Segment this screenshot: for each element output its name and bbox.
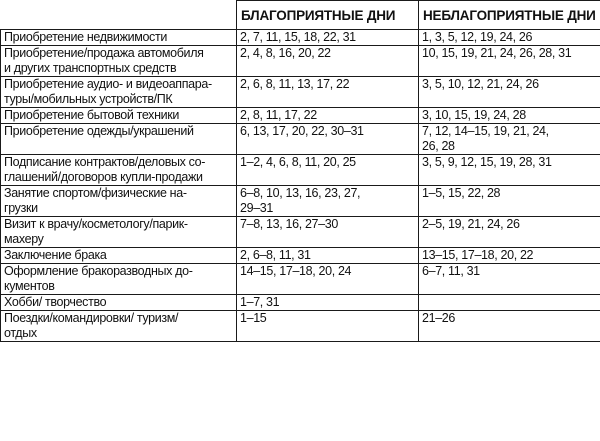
activity-cell [1, 155, 237, 186]
cell-line: 6–7, 11, 31 [422, 264, 480, 278]
cell-line: Приобретение бытовой техники [4, 108, 180, 122]
cell-line: Визит к врачу/косметологу/парик- [4, 217, 188, 231]
table-row [1, 108, 600, 124]
cell-line: Приобретение недвижимости [4, 30, 167, 44]
unfavorable-days-cell [419, 217, 600, 248]
unfavorable-days-cell [419, 108, 600, 124]
cell-line: Приобретение одежды/украшений [4, 124, 194, 138]
cell-line: кументов [4, 279, 55, 293]
cell-line: махеру [4, 232, 44, 246]
cell-line: 10, 15, 19, 21, 24, 26, 28, 31 [422, 46, 572, 60]
cell-line: Хобби/ творчество [4, 295, 107, 309]
cell-line: 13–15, 17–18, 20, 22 [422, 248, 534, 262]
favorable-days-cell [237, 30, 419, 46]
cell-line: Приобретение/продажа автомобиля [4, 46, 204, 60]
unfavorable-days-column-header: НЕБЛАГОПРИЯТНЫЕ ДНИ [419, 1, 600, 30]
favorable-days-column-header: БЛАГОПРИЯТНЫЕ ДНИ [237, 1, 419, 30]
favorable-days-cell [237, 77, 419, 108]
activity-cell [1, 248, 237, 264]
unfavorable-days-cell [419, 186, 600, 217]
cell-line: глашений/договоров купли-продажи [4, 170, 203, 184]
cell-line: 1, 3, 5, 12, 19, 24, 26 [422, 30, 533, 44]
table-row [1, 30, 600, 46]
unfavorable-days-cell [419, 248, 600, 264]
activity-cell [1, 186, 237, 217]
cell-line: 2, 8, 11, 17, 22 [240, 108, 317, 122]
table-row [1, 264, 600, 295]
cell-line: 21–26 [422, 311, 456, 325]
activity-cell [1, 108, 237, 124]
favorable-days-cell [237, 155, 419, 186]
favorable-days-cell [237, 295, 419, 311]
cell-line: 2, 4, 8, 16, 20, 22 [240, 46, 331, 60]
cell-line: 1–15 [240, 311, 267, 325]
cell-line: и других транспортных средств [4, 61, 177, 75]
table-row [1, 217, 600, 248]
cell-line: отдых [4, 326, 37, 340]
cell-line: грузки [4, 201, 38, 215]
activity-cell [1, 217, 237, 248]
unfavorable-days-cell [419, 295, 600, 311]
table-row [1, 311, 600, 342]
cell-line: 7, 12, 14–15, 19, 21, 24, [422, 124, 549, 138]
favorable-days-cell [237, 186, 419, 217]
activity-cell [1, 295, 237, 311]
unfavorable-days-cell [419, 77, 600, 108]
activity-cell [1, 30, 237, 46]
table-row [1, 248, 600, 264]
table-row [1, 295, 600, 311]
unfavorable-days-cell [419, 124, 600, 155]
table-row [1, 77, 600, 108]
cell-line: 1–7, 31 [240, 295, 280, 309]
cell-line: 2–5, 19, 21, 24, 26 [422, 217, 520, 231]
cell-line: Оформление бракоразводных до- [4, 264, 193, 278]
cell-line: Подписание контрактов/деловых со- [4, 155, 206, 169]
unfavorable-days-cell [419, 264, 600, 295]
table-row [1, 155, 600, 186]
unfavorable-days-cell [419, 155, 600, 186]
cell-line: 2, 6, 8, 11, 13, 17, 22 [240, 77, 350, 91]
unfavorable-days-cell [419, 30, 600, 46]
favorable-days-cell [237, 46, 419, 77]
cell-line: 3, 10, 15, 19, 24, 28 [422, 108, 526, 122]
favorable-days-cell [237, 264, 419, 295]
table-row [1, 186, 600, 217]
table-body [1, 30, 600, 342]
cell-line: 2, 6–8, 11, 31 [240, 248, 311, 262]
cell-line: 1–5, 15, 22, 28 [422, 186, 501, 200]
cell-line: Приобретение аудио- и видеоаппара- [4, 77, 212, 91]
favorable-days-cell [237, 217, 419, 248]
table-row [1, 124, 600, 155]
cell-line: 7–8, 13, 16, 27–30 [240, 217, 338, 231]
favorable-days-cell [237, 248, 419, 264]
table-row [1, 46, 600, 77]
unfavorable-days-cell [419, 46, 600, 77]
activity-column-header [1, 1, 237, 30]
favorable-days-cell [237, 108, 419, 124]
favorable-days-cell [237, 124, 419, 155]
cell-line: 3, 5, 9, 12, 15, 19, 28, 31 [422, 155, 552, 169]
cell-line: 29–31 [240, 201, 274, 215]
activity-cell [1, 311, 237, 342]
cell-line: Заключение брака [4, 248, 107, 262]
cell-line: Поездки/командировки/ туризм/ [4, 311, 179, 325]
cell-line: 2, 7, 11, 15, 18, 22, 31 [240, 30, 356, 44]
activity-cell [1, 124, 237, 155]
cell-line: туры/мобильных устройств/ПК [4, 92, 173, 106]
unfavorable-days-cell [419, 311, 600, 342]
cell-line: 14–15, 17–18, 20, 24 [240, 264, 352, 278]
table-header-row [1, 1, 600, 30]
cell-line: 6–8, 10, 13, 16, 23, 27, [240, 186, 361, 200]
cell-line: Занятие спортом/физические на- [4, 186, 187, 200]
activity-cell [1, 46, 237, 77]
activity-cell [1, 264, 237, 295]
cell-line: 1–2, 4, 6, 8, 11, 20, 25 [240, 155, 356, 169]
activity-cell [1, 77, 237, 108]
cell-line: 6, 13, 17, 20, 22, 30–31 [240, 124, 364, 138]
cell-line: 26, 28 [422, 139, 455, 153]
cell-line: 3, 5, 10, 12, 21, 24, 26 [422, 77, 539, 91]
favorable-days-cell [237, 311, 419, 342]
